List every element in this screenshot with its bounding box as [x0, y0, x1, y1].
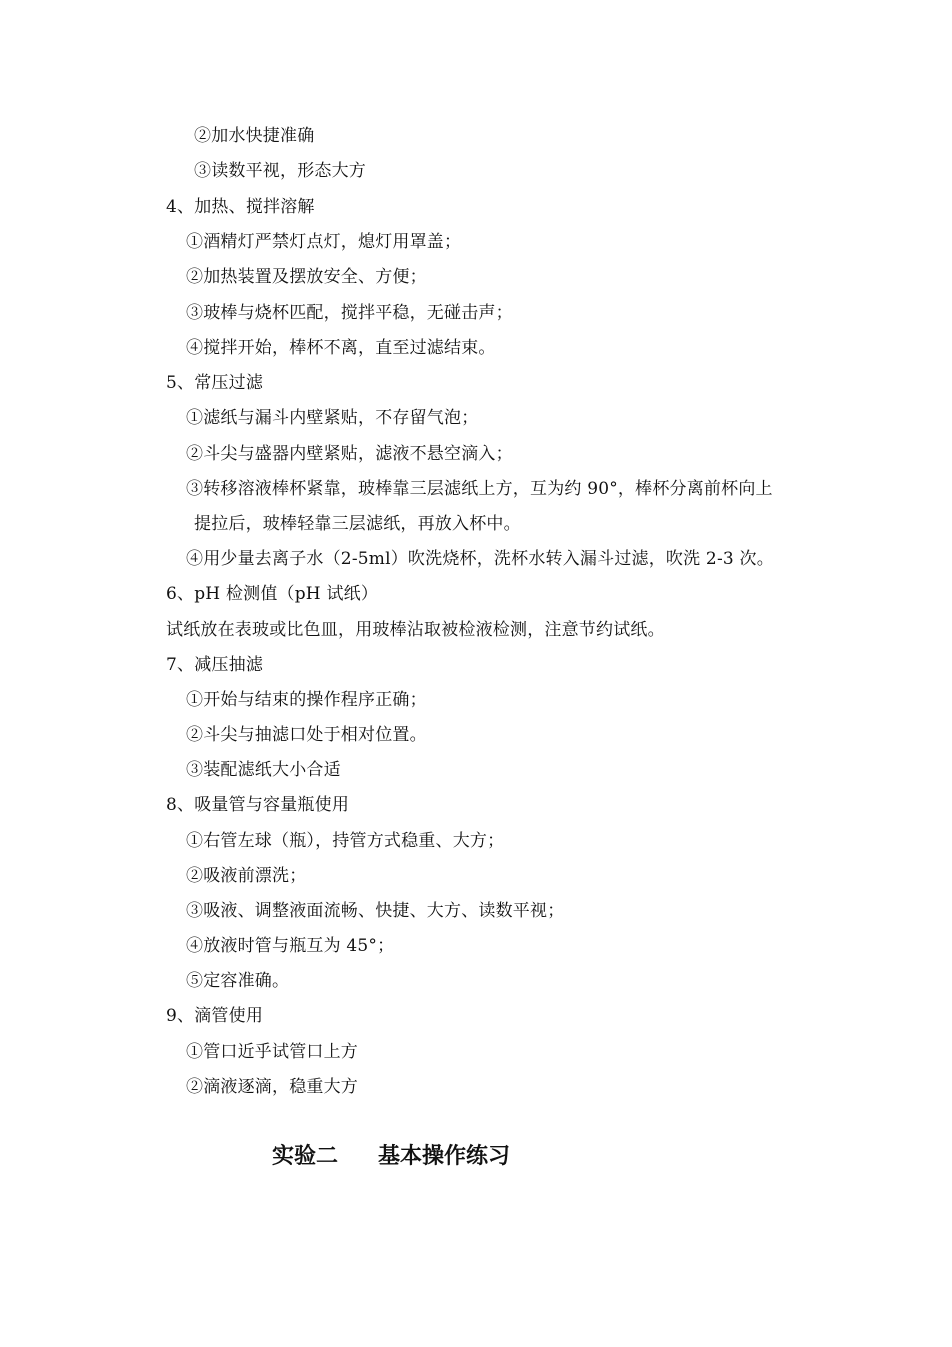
- list-item: ②斗尖与抽滤口处于相对位置。: [186, 725, 427, 745]
- list-item: ④搅拌开始，棒杯不离，直至过滤结束。: [186, 338, 496, 358]
- chapter-title: [272, 1142, 510, 1172]
- chapter-name: 基本操作练习: [378, 1144, 511, 1169]
- section-heading: 6、pH 检测值（pH 试纸）: [166, 584, 379, 604]
- chapter-number: 实验二: [272, 1144, 339, 1169]
- body-text: 试纸放在表玻或比色皿，用玻棒沾取被检液检测，注意节约试纸。: [166, 620, 665, 640]
- list-item: ①酒精灯严禁灯点灯，熄灯用罩盖；: [186, 232, 462, 252]
- section-heading: 4、加热、搅拌溶解: [166, 197, 315, 217]
- section-heading: 5、常压过滤: [166, 373, 264, 393]
- list-item: ②加热装置及摆放安全、方便；: [186, 267, 427, 287]
- list-item: ⑤定容准确。: [186, 971, 290, 991]
- list-item: ③读数平视，形态大方: [194, 161, 366, 181]
- list-item: ①右管左球（瓶），持管方式稳重、大方；: [186, 831, 505, 851]
- section-heading: 9、滴管使用: [166, 1006, 264, 1026]
- list-item: ②加水快捷准确: [194, 126, 315, 146]
- list-item: ①管口近乎试管口上方: [186, 1042, 358, 1062]
- list-item: ①开始与结束的操作程序正确；: [186, 690, 427, 710]
- list-item: ①滤纸与漏斗内壁紧贴，不存留气泡；: [186, 408, 479, 428]
- list-item: ②斗尖与盛器内壁紧贴，滤液不悬空滴入；: [186, 444, 513, 464]
- list-item: ④放液时管与瓶互为 45°；: [186, 936, 395, 956]
- section-heading: 8、吸量管与容量瓶使用: [166, 795, 350, 815]
- list-item: ③转移溶液棒杯紧靠，玻棒靠三层滤纸上方，互为约 90°，棒杯分离前杯向上: [186, 479, 773, 499]
- list-item-continuation: 提拉后，玻棒轻靠三层滤纸，再放入杯中。: [194, 514, 521, 534]
- list-item: ②滴液逐滴，稳重大方: [186, 1077, 358, 1097]
- list-item: ④用少量去离子水（2-5ml）吹洗烧杯，洗杯水转入漏斗过滤，吹洗 2-3 次。: [186, 549, 774, 569]
- list-item: ②吸液前漂洗；: [186, 866, 307, 886]
- list-item: ③玻棒与烧杯匹配，搅拌平稳，无碰击声；: [186, 303, 513, 323]
- list-item: ③装配滤纸大小合适: [186, 760, 341, 780]
- list-item: ③吸液、调整液面流畅、快捷、大方、读数平视；: [186, 901, 565, 921]
- section-heading: 7、减压抽滤: [166, 655, 264, 675]
